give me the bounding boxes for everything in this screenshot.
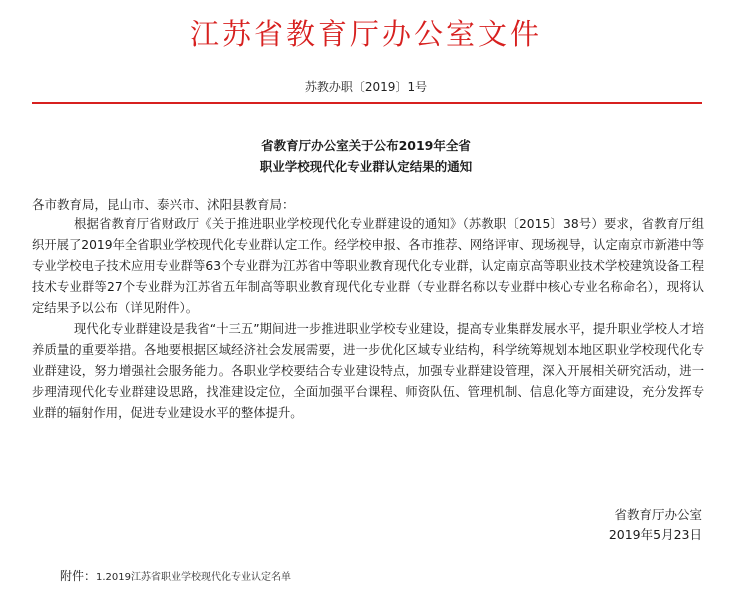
body-paragraph-2: 现代化专业群建设是我省“十三五”期间进一步推进职业学校专业建设，提高专业集群发展水平，提升职业学校人才培养质量的重要举措。各地要根据区域经济社会发展需要，进一步优化区域专业结构，科学统筹规划本地区职业学校现代化专业群建设，努力增强社会服务能力。各职业学校要结合专业建设特点，加强专业群建设管理，深入开展相关研究活动，进一步理清现代化专业群建设思路，找准建设定位，全面加强平台课程、师资队伍、管理机制、信息化等方面建设，充分发挥专业群的辐射作用，促进专业建设水平的整体提升。 xyxy=(32,322,704,420)
attachment-label: 附件： xyxy=(60,569,97,583)
signature-org: 省教育厅办公室 xyxy=(614,507,702,522)
body-paragraph-1: 根据省教育厅省财政厅《关于推进职业学校现代化专业群建设的通知》（苏教职〔2015〕38号）要求，省教育厅组织开展了2019年全省职业学校现代化专业群认定工作。经学校申报、各市推荐、网络评审、现场视导，认定南京市新港中等专业学校电子技术应用专业群等63个专业群为江苏省中等职业教育现代化专业群，认定南京高等职业技术学校建筑设备工程技术专业群等27个专业群为江苏省五年制高等职业教育现代化专业群（专业群名称以专业群中核心专业名称命名），现将认定结果予以公布（详见附件）。 xyxy=(32,217,704,315)
notice-title-line-1: 省教育厅办公室关于公布2019年全省 xyxy=(261,138,471,153)
header-divider-line xyxy=(32,102,702,104)
notice-body xyxy=(32,214,704,424)
notice-title xyxy=(0,135,732,177)
attachment-item-1: 1.2019江苏省职业学校现代化专业认定名单 xyxy=(96,572,292,583)
addressee: 各市教育局，昆山市、泰兴市、沭阳县教育局： xyxy=(32,197,295,212)
attachment-line xyxy=(60,568,291,586)
signature-block xyxy=(609,505,702,545)
signature-date: 2019年5月23日 xyxy=(608,527,702,542)
document-header-title: 江苏省教育厅办公室文件 xyxy=(189,17,542,51)
notice-title-line-2: 职业学校现代化专业群认定结果的通知 xyxy=(259,159,473,174)
document-number: 苏教办职〔2019〕1号 xyxy=(304,80,428,94)
